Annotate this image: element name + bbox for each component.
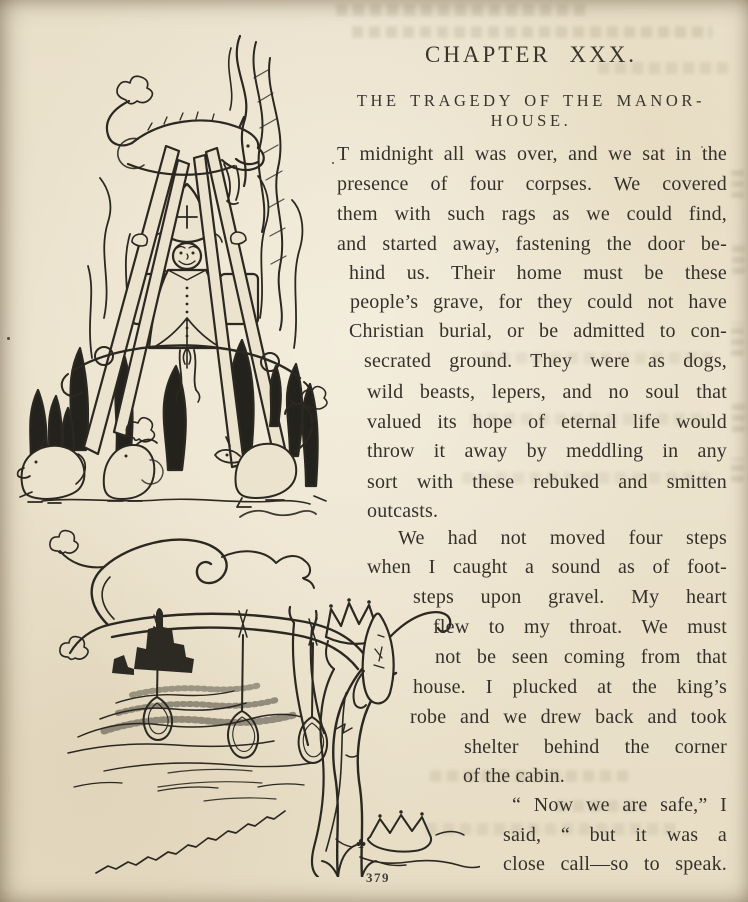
- chapter-subtitle: THE TRAGEDY OF THE MANOR-HOUSE.: [356, 91, 706, 130]
- text-line: T midnight all was over, and we sat in the: [337, 143, 727, 165]
- bleed-through-text: [731, 458, 744, 482]
- text-line: flew to my throat. We must: [433, 616, 727, 638]
- text-line: of the cabin.: [463, 765, 566, 787]
- text-line: house. I plucked at the king’s: [413, 676, 727, 698]
- text-line: valued its hope of eternal life would: [367, 411, 727, 433]
- right-beast: [236, 444, 297, 498]
- text-line: “ Now we are safe,” I: [512, 794, 727, 816]
- text-line: them with such rags as we could find,: [337, 203, 727, 225]
- bleed-through-text: [731, 322, 744, 356]
- bleed-through-text: [732, 402, 745, 432]
- bleed-through-text: [336, 4, 586, 16]
- chapter-heading: CHAPTER XXX.: [424, 42, 638, 67]
- king-figure: [312, 598, 394, 877]
- text-line: close call—so to speak.: [503, 853, 727, 875]
- text-line: outcasts.: [367, 500, 439, 522]
- text-line: when I caught a sound as of foot-: [367, 556, 727, 578]
- text-line: hind us. Their home must be these: [349, 262, 727, 284]
- ground: [68, 741, 312, 873]
- left-beast: [22, 446, 85, 499]
- rabbit: [104, 445, 155, 499]
- bleed-through-text: [732, 242, 745, 274]
- shield: [363, 614, 394, 704]
- text-line: not be seen coming from that: [435, 646, 727, 668]
- bleed-through-text: [352, 26, 712, 38]
- text-line: We had not moved four steps: [398, 527, 727, 549]
- text-line: Christian burial, or be admitted to con-: [349, 320, 727, 342]
- text-line: shelter behind the corner: [464, 736, 727, 758]
- text-line: people’s grave, for they could not have: [350, 291, 727, 313]
- text-line: and started away, fastening the door be-: [337, 233, 727, 255]
- text-line: steps upon gravel. My heart: [413, 586, 727, 608]
- text-line: presence of four corpses. We covered: [337, 173, 727, 195]
- text-line: sort with these rebuked and smitten: [367, 471, 727, 493]
- fallen-crown: [336, 810, 480, 867]
- text-line: said, “ but it was a: [503, 824, 727, 846]
- text-line: robe and we drew back and took: [410, 706, 727, 728]
- text-line: secrated ground. They were as dogs,: [364, 350, 727, 372]
- text-line: throw it away by meddling in any: [367, 440, 727, 462]
- text-line: wild beasts, lepers, and no soul that: [367, 381, 727, 403]
- page-number: 379: [366, 870, 390, 885]
- bleed-through-text: [731, 170, 744, 198]
- club-symbol: ♣: [356, 836, 366, 852]
- burning-martyr-illustration: [8, 18, 335, 510]
